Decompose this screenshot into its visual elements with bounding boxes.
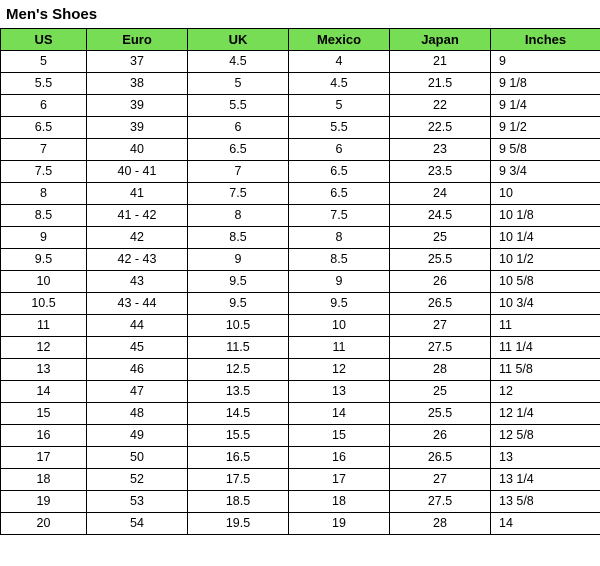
table-cell: 17: [289, 469, 390, 491]
table-cell: 15.5: [188, 425, 289, 447]
table-cell: 11 5/8: [491, 359, 600, 381]
table-cell: 38: [87, 73, 188, 95]
table-cell: 19: [289, 513, 390, 535]
table-cell: 9.5: [188, 293, 289, 315]
table-cell: 13: [491, 447, 600, 469]
shoe-size-table: [0, 28, 600, 535]
table-row: [1, 293, 600, 315]
table-cell: 16: [289, 447, 390, 469]
table-cell: 10: [289, 315, 390, 337]
table-cell: 9 1/2: [491, 117, 600, 139]
table-cell: 22.5: [390, 117, 491, 139]
table-cell: 26.5: [390, 447, 491, 469]
table-cell: 27.5: [390, 491, 491, 513]
table-cell: 25: [390, 381, 491, 403]
table-cell: 40: [87, 139, 188, 161]
table-cell: 6.5: [1, 117, 87, 139]
table-cell: 5: [1, 51, 87, 73]
table-cell: 6.5: [289, 183, 390, 205]
table-cell: 53: [87, 491, 188, 513]
table-cell: 7: [188, 161, 289, 183]
table-cell: 26: [390, 271, 491, 293]
table-cell: 9.5: [188, 271, 289, 293]
table-cell: 39: [87, 95, 188, 117]
table-cell: 6: [1, 95, 87, 117]
table-cell: 20: [1, 513, 87, 535]
table-cell: 12.5: [188, 359, 289, 381]
table-cell: 43 - 44: [87, 293, 188, 315]
table-row: [1, 491, 600, 513]
table-cell: 25.5: [390, 403, 491, 425]
table-cell: 13: [289, 381, 390, 403]
table-cell: 6: [188, 117, 289, 139]
table-cell: 28: [390, 513, 491, 535]
table-cell: 7: [1, 139, 87, 161]
table-cell: 28: [390, 359, 491, 381]
table-row: [1, 359, 600, 381]
table-cell: 14: [1, 381, 87, 403]
table-cell: 41 - 42: [87, 205, 188, 227]
table-cell: 7.5: [1, 161, 87, 183]
table-cell: 49: [87, 425, 188, 447]
table-row: [1, 249, 600, 271]
table-cell: 12: [289, 359, 390, 381]
column-header-inches: Inches: [491, 29, 600, 51]
table-row: [1, 227, 600, 249]
table-cell: 54: [87, 513, 188, 535]
table-cell: 48: [87, 403, 188, 425]
table-cell: 19.5: [188, 513, 289, 535]
table-row: [1, 183, 600, 205]
table-cell: 10 1/2: [491, 249, 600, 271]
table-cell: 42: [87, 227, 188, 249]
table-cell: 10 5/8: [491, 271, 600, 293]
table-cell: 4: [289, 51, 390, 73]
table-row: [1, 425, 600, 447]
table-cell: 23: [390, 139, 491, 161]
table-cell: 9: [1, 227, 87, 249]
table-cell: 10.5: [188, 315, 289, 337]
table-cell: 9.5: [289, 293, 390, 315]
table-row: [1, 271, 600, 293]
table-cell: 13: [1, 359, 87, 381]
table-row: [1, 469, 600, 491]
column-header-japan: Japan: [390, 29, 491, 51]
column-header-uk: UK: [188, 29, 289, 51]
table-cell: 5.5: [188, 95, 289, 117]
table-cell: 7.5: [188, 183, 289, 205]
table-row: [1, 403, 600, 425]
table-cell: 10: [1, 271, 87, 293]
table-cell: 14: [289, 403, 390, 425]
table-row: [1, 337, 600, 359]
table-cell: 43: [87, 271, 188, 293]
table-cell: 6: [289, 139, 390, 161]
table-cell: 13 1/4: [491, 469, 600, 491]
table-cell: 25.5: [390, 249, 491, 271]
table-cell: 21.5: [390, 73, 491, 95]
table-cell: 8.5: [289, 249, 390, 271]
table-cell: 6.5: [188, 139, 289, 161]
table-cell: 23.5: [390, 161, 491, 183]
table-cell: 10: [491, 183, 600, 205]
table-cell: 25: [390, 227, 491, 249]
table-cell: 37: [87, 51, 188, 73]
table-cell: 15: [289, 425, 390, 447]
table-cell: 24.5: [390, 205, 491, 227]
table-row: [1, 513, 600, 535]
column-header-mexico: Mexico: [289, 29, 390, 51]
table-cell: 21: [390, 51, 491, 73]
table-cell: 9 5/8: [491, 139, 600, 161]
table-cell: 11: [289, 337, 390, 359]
table-cell: 45: [87, 337, 188, 359]
table-cell: 5.5: [289, 117, 390, 139]
table-row: [1, 139, 600, 161]
table-cell: 10 3/4: [491, 293, 600, 315]
table-cell: 46: [87, 359, 188, 381]
table-row: [1, 73, 600, 95]
table-cell: 12: [491, 381, 600, 403]
table-cell: 41: [87, 183, 188, 205]
table-row: [1, 51, 600, 73]
table-cell: 19: [1, 491, 87, 513]
table-cell: 52: [87, 469, 188, 491]
table-cell: 27: [390, 315, 491, 337]
table-row: [1, 161, 600, 183]
table-cell: 4.5: [188, 51, 289, 73]
table-row: [1, 205, 600, 227]
table-cell: 26.5: [390, 293, 491, 315]
table-row: [1, 381, 600, 403]
page-title: Men's Shoes: [6, 6, 98, 23]
table-cell: 39: [87, 117, 188, 139]
table-cell: 5.5: [1, 73, 87, 95]
table-cell: 42 - 43: [87, 249, 188, 271]
table-cell: 40 - 41: [87, 161, 188, 183]
table-cell: 8: [289, 227, 390, 249]
table-cell: 13 5/8: [491, 491, 600, 513]
table-cell: 12 5/8: [491, 425, 600, 447]
table-cell: 27.5: [390, 337, 491, 359]
table-row: [1, 95, 600, 117]
table-cell: 6.5: [289, 161, 390, 183]
table-body: [1, 51, 600, 535]
table-cell: 5: [289, 95, 390, 117]
table-cell: 17: [1, 447, 87, 469]
table-cell: 12 1/4: [491, 403, 600, 425]
table-cell: 16.5: [188, 447, 289, 469]
table-cell: 10 1/8: [491, 205, 600, 227]
table-cell: 44: [87, 315, 188, 337]
table-cell: 47: [87, 381, 188, 403]
table-cell: 18.5: [188, 491, 289, 513]
table-cell: 8: [1, 183, 87, 205]
column-header-us: US: [1, 29, 87, 51]
table-cell: 24: [390, 183, 491, 205]
table-cell: 10 1/4: [491, 227, 600, 249]
table-cell: 9 1/8: [491, 73, 600, 95]
table-cell: 11.5: [188, 337, 289, 359]
table-cell: 18: [289, 491, 390, 513]
table-cell: 18: [1, 469, 87, 491]
table-cell: 11: [1, 315, 87, 337]
table-cell: 9 3/4: [491, 161, 600, 183]
table-cell: 14: [491, 513, 600, 535]
table-cell: 50: [87, 447, 188, 469]
table-cell: 9: [491, 51, 600, 73]
table-row: [1, 315, 600, 337]
table-cell: 16: [1, 425, 87, 447]
table-header-row: [1, 29, 600, 51]
table-cell: 8.5: [1, 205, 87, 227]
table-cell: 11 1/4: [491, 337, 600, 359]
table-cell: 7.5: [289, 205, 390, 227]
table-cell: 13.5: [188, 381, 289, 403]
table-cell: 12: [1, 337, 87, 359]
table-cell: 26: [390, 425, 491, 447]
table-cell: 15: [1, 403, 87, 425]
table-cell: 17.5: [188, 469, 289, 491]
table-cell: 8.5: [188, 227, 289, 249]
table-row: [1, 117, 600, 139]
table-cell: 9.5: [1, 249, 87, 271]
table-cell: 14.5: [188, 403, 289, 425]
table-header: [1, 29, 600, 51]
table-row: [1, 447, 600, 469]
table-cell: 5: [188, 73, 289, 95]
column-header-euro: Euro: [87, 29, 188, 51]
table-cell: 9: [188, 249, 289, 271]
table-cell: 9: [289, 271, 390, 293]
table-cell: 22: [390, 95, 491, 117]
table-cell: 9 1/4: [491, 95, 600, 117]
table-cell: 8: [188, 205, 289, 227]
table-cell: 27: [390, 469, 491, 491]
table-cell: 10.5: [1, 293, 87, 315]
table-cell: 11: [491, 315, 600, 337]
table-cell: 4.5: [289, 73, 390, 95]
